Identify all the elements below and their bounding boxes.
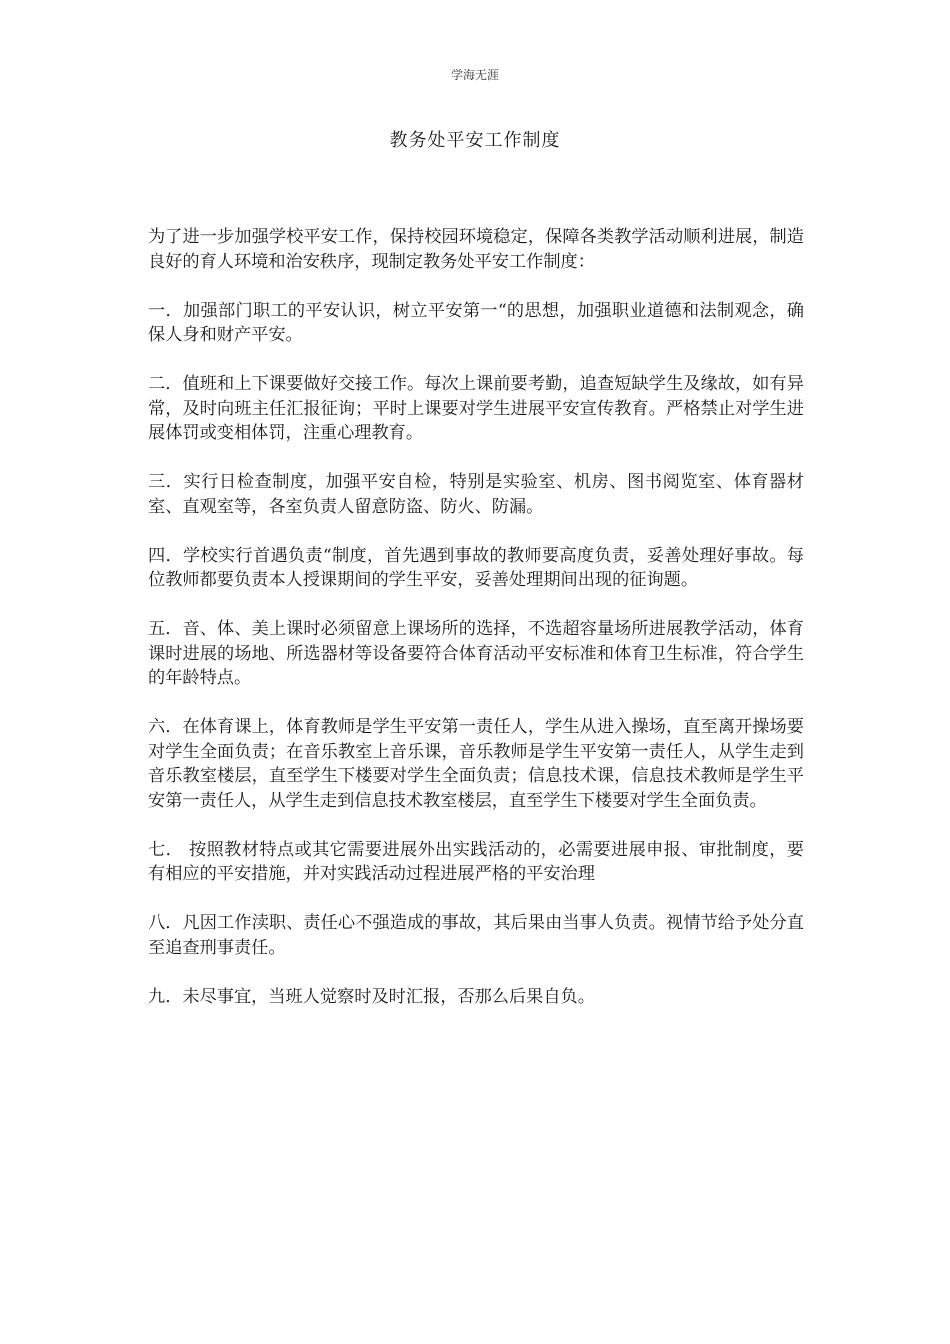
rule-paragraph-6: 六．在体育课上，体育教师是学生平安第一责任人，学生从进入操场，直至离开操场要对学生全面负责；在音乐教室上音乐课，音乐教师是学生平安第一责任人，从学生走到音乐教室楼层，直至学生下楼要对学生全面负责；信息技术课，信息技术教师是学生平安第一责任人，从学生走到信息技术教室楼层，直至学生下楼要对学生全面负责。: [148, 717, 804, 811]
page-header: 学海无涯: [450, 68, 499, 82]
document-title: 教务处平安工作制度: [389, 130, 561, 151]
rule-paragraph-8: 八．凡因工作渎职、责任心不强造成的事故，其后果由当事人负责。视情节给予处分直至追查刑事责任。: [148, 913, 804, 958]
rule-paragraph-1: 一．加强部门职工的平安认识，树立平安第一“的思想，加强职业道德和法制观念，确保人身和财产平安。: [148, 300, 804, 345]
rule-paragraph-3: 三．实行日检查制度，加强平安自检，特别是实验室、机房、图书阅览室、体育器材室、直观室等，各室负责人留意防盗、防火、防漏。: [148, 472, 804, 517]
rule-paragraph-2: 二．值班和上下课要做好交接工作。每次上课前要考勤，追查短缺学生及缘故，如有异常，及时向班主任汇报征询；平时上课要对学生进展平安宣传教育。严格禁止对学生进展体罚或变相体罚，注重心理教育。: [148, 374, 804, 443]
document-body: [148, 225, 804, 1034]
rule-paragraph-7: 七． 按照教材特点或其它需要进展外出实践活动的，必需要进展申报、审批制度，要有相应的平安措施，并对实践活动过程进展严格的平安治理: [148, 839, 804, 884]
rule-paragraph-9: 九．未尽事宜，当班人觉察时及时汇报，否那么后果自负。: [148, 986, 595, 1007]
rule-paragraph-4: 四．学校实行首遇负责“制度，首先遇到事故的教师要高度负责，妥善处理好事故。每位教师都要负责本人授课期间的学生平安，妥善处理期间出现的征询题。: [148, 545, 804, 590]
intro-paragraph: 为了进一步加强学校平安工作，保持校园环境稳定，保障各类教学活动顺利进展，制造良好的育人环境和治安秩序，现制定教务处平安工作制度：: [148, 227, 804, 272]
rule-paragraph-5: 五．音、体、美上课时必须留意上课场所的选择，不选超容量场所进展教学活动，体育课时进展的场地、所选器材等设备要符合体育活动平安标准和体育卫生标准，符合学生的年龄特点。: [148, 619, 804, 688]
